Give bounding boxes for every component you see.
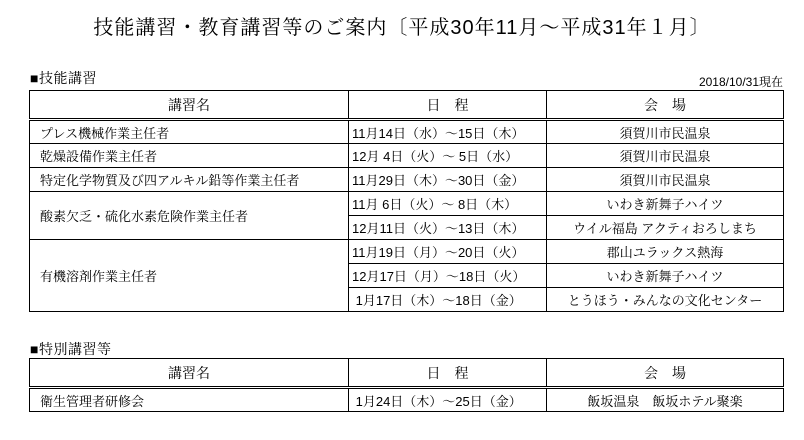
schedule-cell: 1月24日（木）～25日（金） [349,388,547,412]
course-name-cell: プレス機械作業主任者 [30,120,349,144]
course-name-cell: 酸素欠乏・硫化水素危険作業主任者 [30,192,349,240]
page-title: 技能講習・教育講習等のご案内〔平成30年11月～平成31年１月〕 [93,17,711,39]
header-row [30,91,784,120]
col-header-schedule: 日 程 [349,91,547,120]
table-row [30,192,784,216]
table-row [30,168,784,192]
venue-cell: 郡山ユラックス熱海 [547,240,784,264]
col-header-course-name: 講習名 [30,91,349,120]
schedule-cell: 1月17日（木）～18日（金） [349,288,547,312]
venue-cell: ウイル福島 アクティおろしまち [547,216,784,240]
venue-cell: 飯坂温泉 飯坂ホテル聚楽 [547,388,784,412]
venue-cell: いわき新舞子ハイツ [547,264,784,288]
schedule-cell: 12月 4日（火）～ 5日（水） [349,144,547,168]
section-heading-special: ■特別講習等 [30,341,112,357]
header-row [30,359,784,388]
col-header-course-name: 講習名 [30,359,349,388]
course-name-cell: 衛生管理者研修会 [30,388,349,412]
col-header-venue: 会 場 [547,91,784,120]
schedule-cell: 11月 6日（火）～ 8日（木） [349,192,547,216]
skill-course-table [29,90,784,312]
schedule-cell: 11月14日（水）～15日（木） [349,120,547,144]
venue-cell: とうほう・みんなの文化センター [547,288,784,312]
schedule-cell: 12月17日（月）～18日（火） [349,264,547,288]
venue-cell: いわき新舞子ハイツ [547,192,784,216]
as-of-date: 2018/10/31現在 [698,75,783,89]
table-row [30,144,784,168]
col-header-schedule: 日 程 [349,359,547,388]
course-name-cell: 乾燥設備作業主任者 [30,144,349,168]
table-row [30,120,784,144]
table-row [30,240,784,264]
col-header-venue: 会 場 [547,359,784,388]
course-name-cell: 有機溶剤作業主任者 [30,240,349,312]
table-row [30,388,784,412]
special-course-table [29,358,784,412]
course-name-cell: 特定化学物質及び四アルキル鉛等作業主任者 [30,168,349,192]
schedule-cell: 11月19日（月）～20日（火） [349,240,547,264]
venue-cell: 須賀川市民温泉 [547,120,784,144]
schedule-cell: 12月11日（火）～13日（木） [349,216,547,240]
section-heading-skill: ■技能講習 [30,70,97,86]
venue-cell: 須賀川市民温泉 [547,168,784,192]
schedule-cell: 11月29日（木）～30日（金） [349,168,547,192]
venue-cell: 須賀川市民温泉 [547,144,784,168]
